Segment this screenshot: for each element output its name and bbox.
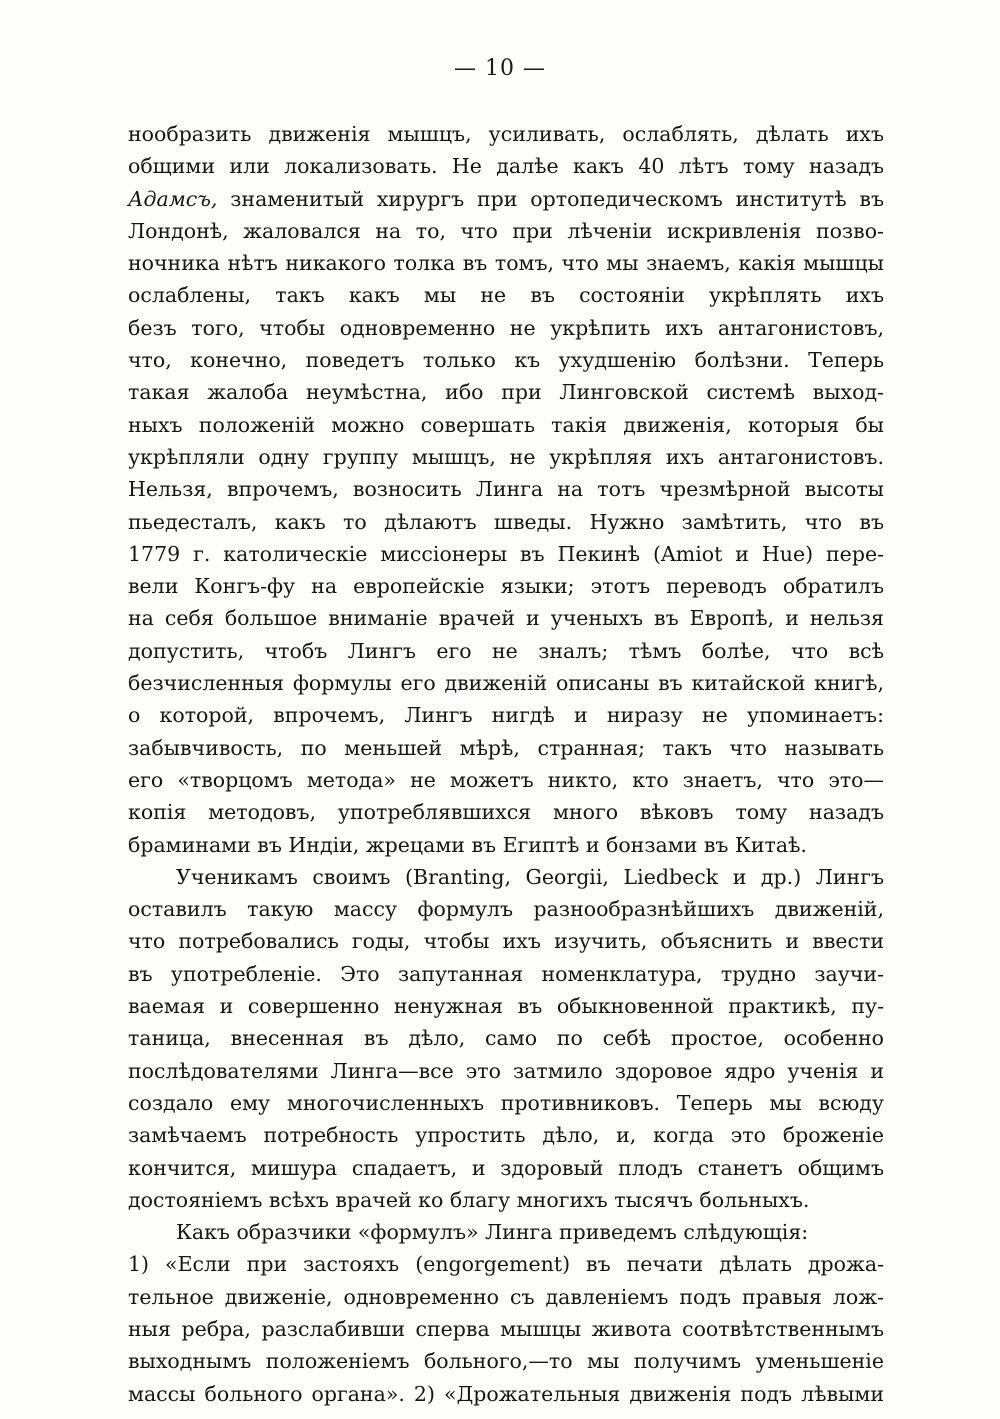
text-line: браминами въ Индіи, жрецами въ Египтѣ и бонзами въ Китаѣ. [128, 832, 807, 857]
text-line: таница, внесенная въ дѣло, само по себѣ простое, особенно [128, 1026, 884, 1051]
text-line: послѣдователями Линга—все это затмило здоровое ядро ученія и [128, 1058, 884, 1083]
text-line: массы больного органа». 2) «Дрожательныя движенія подъ лѣвыми [128, 1381, 884, 1406]
body-text [128, 118, 884, 1410]
text-line: укрѣпляли одну группу мышцъ, не укрѣпляя ихъ антагонистовъ. [128, 444, 884, 469]
text-line: въ употребленіе. Это запутанная номенклатура, трудно заучи- [128, 961, 884, 986]
text-line: его «творцомъ метода» не можетъ никто, кто знаетъ, что это— [128, 767, 884, 792]
text-line: безъ того, чтобы одновременно не укрѣпить ихъ антагонистовъ, [128, 315, 884, 340]
text-line: Какъ образчики «формулъ» Линга приведемъ слѣдующія: [176, 1220, 809, 1245]
text-line: пьедесталъ, какъ то дѣлаютъ шведы. Нужно замѣтить, что въ [128, 509, 884, 534]
text-line: на себя большое вниманіе врачей и ученыхъ въ Европѣ, и нельзя [128, 606, 884, 631]
text-line: ослаблены, такъ какъ мы не въ состояніи укрѣплять ихъ [128, 283, 884, 308]
text-line: о которой, впрочемъ, Лингъ нигдѣ и ниразу не упоминаетъ: [128, 703, 884, 728]
text-line: ваемая и совершенно ненужная въ обыкновенной практикѣ, пу- [128, 994, 884, 1019]
text-line: нообразить движенія мышцъ, усиливать, ослаблять, дѣлать ихъ [128, 122, 884, 146]
text-line: ныхъ положеній можно совершать такія движенія, которыя бы [128, 412, 884, 437]
text-line: ночника нѣтъ никакого толка въ томъ, что мы знаемъ, какія мышцы [128, 251, 884, 276]
text-line-rest: знаменитый хирургъ при ортопедическомъ институтѣ въ [230, 186, 884, 211]
author-name-adams: Адамсъ, [128, 186, 218, 211]
page-number: — 10 — [454, 56, 546, 81]
text-line: Лондонѣ, жаловался на то, что при лѣченіи искривленія позво- [128, 218, 884, 243]
text-line: Ученикамъ своимъ (Branting, Georgii, Liedbeck и др.) Лингъ [176, 864, 884, 889]
text-line: безчисленныя формулы его движеній описаны въ китайской книгѣ, [128, 671, 884, 696]
text-line: такая жалоба неумѣстна, ибо при Линговской системѣ выход- [128, 380, 884, 405]
text-line: 1779 г. католическіе миссіонеры въ Пекинѣ (Amiot и Hue) пере- [128, 541, 884, 566]
text-line [128, 183, 884, 215]
text-line: допустить, чтобъ Лингъ его не зналъ; тѣмъ болѣе, что всѣ [128, 638, 884, 663]
text-line: что потребовались годы, чтобы ихъ изучить, объяснить и ввести [128, 929, 884, 954]
text-line: тельное движеніе, одновременно съ давленіемъ подъ правыя лож- [128, 1284, 884, 1309]
text-line: 1) «Если при застояхъ (engorgement) въ печати дѣлать дрожа- [128, 1252, 884, 1277]
text-line: кончится, мишура спадаетъ, и здоровый плодъ станетъ общимъ [128, 1155, 884, 1180]
text-line: замѣчаемъ потребность упростить дѣло, и, когда это броженіе [128, 1123, 884, 1148]
text-line: вели Конгъ-фу на европейскіе языки; этотъ переводъ обратилъ [128, 574, 884, 599]
text-line: выходнымъ положеніемъ больного,—то мы получимъ уменьшеніе [128, 1349, 884, 1374]
text-line: оставилъ такую массу формулъ разнообразнѣйшихъ движеній, [128, 897, 884, 922]
text-line: забывчивость, по меньшей мѣрѣ, странная; такъ что называть [128, 735, 884, 760]
text-line: Нельзя, впрочемъ, возносить Линга на тотъ чрезмѣрной высоты [128, 477, 884, 502]
text-line: копія методовъ, употреблявшихся много вѣковъ тому назадъ [128, 800, 884, 825]
text-line: что, конечно, поведетъ только къ ухудшенію болѣзни. Теперь [128, 348, 884, 373]
text-line: создало ему многочисленныхъ противниковъ. Теперь мы всюду [128, 1090, 884, 1115]
text-line: общими или локализовать. Не далѣе какъ 40 лѣтъ тому назадъ [128, 154, 884, 179]
text-line: ныя ребра, разслабивши сперва мышцы живота соотвѣтственнымъ [128, 1316, 884, 1341]
text-line: достояніемъ всѣхъ врачей ко благу многихъ тысячъ больныхъ. [128, 1187, 810, 1212]
